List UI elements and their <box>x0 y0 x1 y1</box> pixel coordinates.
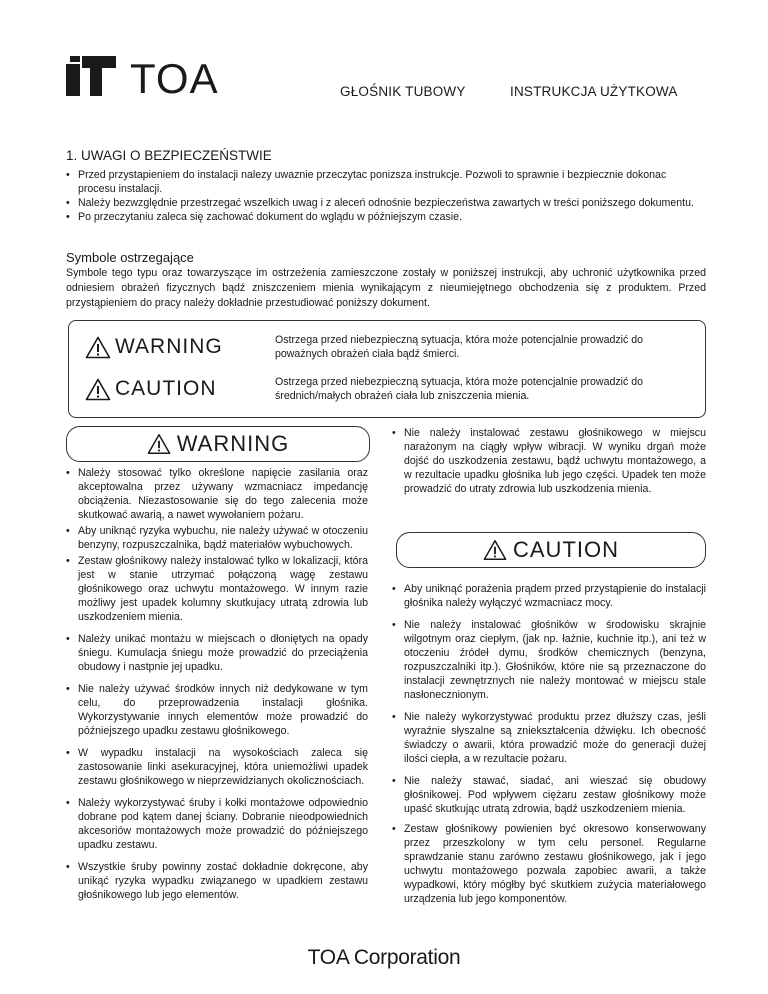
caution-heading <box>396 532 706 568</box>
list-item: • Nie należy instalować głośników w środowisku skrajnie wilgotnym oraz ciepłym, (jak np. łaźnie, kuchnie itp.), ani też w otoczeniu źródeł dymu, środków chemicznych (benzyna, rozpuszczalniki itp.). Głośników, które nie są przeznaczone do instalacji zewnętrznych nie należy montować w miejscu stale nasłonecznionym. <box>392 618 706 702</box>
warning-triangle-icon <box>85 336 111 359</box>
warning-heading <box>66 426 370 462</box>
list-item: • Nie należy stawać, siadać, ani wieszać się obudowy głośnikowej. Pod wpływem ciężaru zestaw głośnikowy może upaść skutkując utratą zdrowia, bądź uszkodzeniem mienia. <box>392 774 706 816</box>
list-item: • Nie należy używać środków innych niż dedykowane w tym celu, do przeprowadzenia instalacji głośnika. Wykorzystywanie innych elementów może prowadzić do późniejszego upadku zestawu głośnikowego. <box>66 682 368 738</box>
warning-list-continued <box>392 426 706 496</box>
list-item: • Aby uniknąć ryzyka wybuchu, nie należy używać w otoczeniu benzyny, rozpuszczalnika, bądź materiałów wybuchowych. <box>66 524 368 552</box>
caution-label: CAUTION <box>115 377 217 400</box>
caution-triangle-icon <box>85 378 111 401</box>
toa-logo <box>66 54 236 96</box>
caution-heading-label: CAUTION <box>513 537 619 562</box>
warning-triangle-icon <box>147 433 171 455</box>
warning-label: WARNING <box>115 335 223 358</box>
list-item: • Należy unikać montażu w miejscach o dłoniętych na opady śniegu. Kumulacja śniegu może prowadzić do przeciążenia obudowy i nastpnie jej upadku. <box>66 632 368 674</box>
list-item: • Aby uniknąć porażenia prądem przed przystąpienie do instalacji głośnika należy wyłączyć wzmacniacz mocy. <box>392 582 706 610</box>
section-title: 1. UWAGI O BEZPIECZEŃSTWIE <box>66 148 272 163</box>
warning-description: Ostrzega przed niebezpieczną sytuacja, która może potencjalnie prowadzić do poważnych obrażeń ciała bądź śmierci. <box>275 334 644 360</box>
safety-notes-list <box>66 168 706 224</box>
symbol-legend-box <box>68 320 706 418</box>
logo-text: TOA <box>130 55 219 96</box>
product-name: GŁOŚNIK TUBOWY <box>340 84 466 99</box>
list-item: • Zestaw głośnikowy należy instalować tylko w lokalizacji, która jest w stanie utrzymać połączoną wagę zestawu głośnikowego oraz uchwytu montażowego. W innym razie możliwy jest upadek kolumny skutkujacy utratą zdrowia lub uszkodzeniem mienia. <box>66 554 368 624</box>
document-type: INSTRUKCJA UŻYTKOWA <box>510 84 678 99</box>
list-item: • W wypadku instalacji na wysokościach zaleca się zastosowanie linki asekuracyjnej, która uniemożliwi upadek zestawu głośnikowego w nieprzewidzianych okolicznościach. <box>66 746 368 788</box>
warning-symbol-row <box>85 335 223 359</box>
list-item: • Zestaw głośnikowy powienien być okresowo konserwowany przez przeszkolony w tym celu personel. Regularne sprawdzanie stanu zarówno zestawu głośnikowego, jak i jego uchwytu montażowego pozwala zapobiec awarii, a także wypadkowi, który mógłby być skutkiem zużycia materiałowego urządzenia lub jego komponentów. <box>392 822 706 906</box>
list-item: • Należy bezwzględnie przestrzegać wszelkich uwag i z aleceń odnośnie bezpieczeństwa zawartych w treści poniższego dokumentu. <box>66 196 706 210</box>
warning-list <box>66 466 368 902</box>
list-item: • Wszystkie śruby powinny zostać dokładnie dokręcone, aby unikąć ryzyka wypadku związanego w upadkiem zestawu głośnikowego lub jego elementów. <box>66 860 368 902</box>
caution-symbol-row <box>85 377 217 401</box>
symbols-title: Symbole ostrzegające <box>66 250 194 265</box>
caution-triangle-icon <box>483 539 507 561</box>
caution-description: Ostrzega przed niebezpieczną sytuacja, która może potencjalnie prowadzić do średnich/małych obrażeń ciała lub zniszczenia mienia. <box>275 376 644 402</box>
caution-list <box>392 582 706 906</box>
list-item: • Nie należy instalować zestawu głośnikowego w miejscu narażonym na ciągły wpływ wibracji. W wyniku drgań może dojść do uszkodzenia zestawu, bądź uchwytu montażowego, a w rezultacie upadku głośnika lub jego części. Upadek ten może prowadzić do utraty zdrowia lub uszkodzenia mienia. <box>392 426 706 496</box>
list-item: • Należy wykorzystywać śruby i kołki montażowe odpowiednio dobrane pod kątem danej ściany. Dobranie nieodpowiednich akcesoriów montażowych może prowadzić do późniejszego upadku zestawu. <box>66 796 368 852</box>
company-name: TOA Corporation <box>307 946 461 969</box>
list-item: • Nie należy wykorzystywać produktu przez dłuższy czas, jeśli wyraźnie słyszalne są zniekształcenia dźwięku. Ich obecność świadczy o awarii, która prowadzić może do generacji dużej ilości ciepła, a w rezultacie pożaru. <box>392 710 706 766</box>
toa-logo-mark <box>66 54 236 96</box>
list-item: • Należy stosować tylko określone napięcie zasilania oraz akceptowalna przez używany wzmacniacz impedancję obciążenia. Niezastosowanie się do tego zalecenia może skutkować awarią, a nawet wywołaniem pożaru. <box>66 466 368 522</box>
warning-heading-label: WARNING <box>176 431 290 456</box>
symbols-description: Symbole tego typu oraz towarzyszące im ostrzeżenia zamieszczone zostały w poniższej instrukcji, aby uchronić użytkownika przed odniesiem obrażeń fizycznych bądź zniszczeniem mienia wynikającym z nieumiejętnego obchodzenia się z produktem. Przed przystąpieniem do pracy należy dokładnie przestudiować poniższy dokument. <box>66 267 706 309</box>
list-item: • Po przeczytaniu zaleca się zachować dokument do wglądu w późniejszym czasie. <box>66 210 706 224</box>
list-item: • Przed przystapieniem do instalacji nalezy uwaznie przeczytac ponizsza instrukcje. Pozwoli to sprawnie i bezpiecznie dokonac procesu instalacji. <box>66 168 706 196</box>
